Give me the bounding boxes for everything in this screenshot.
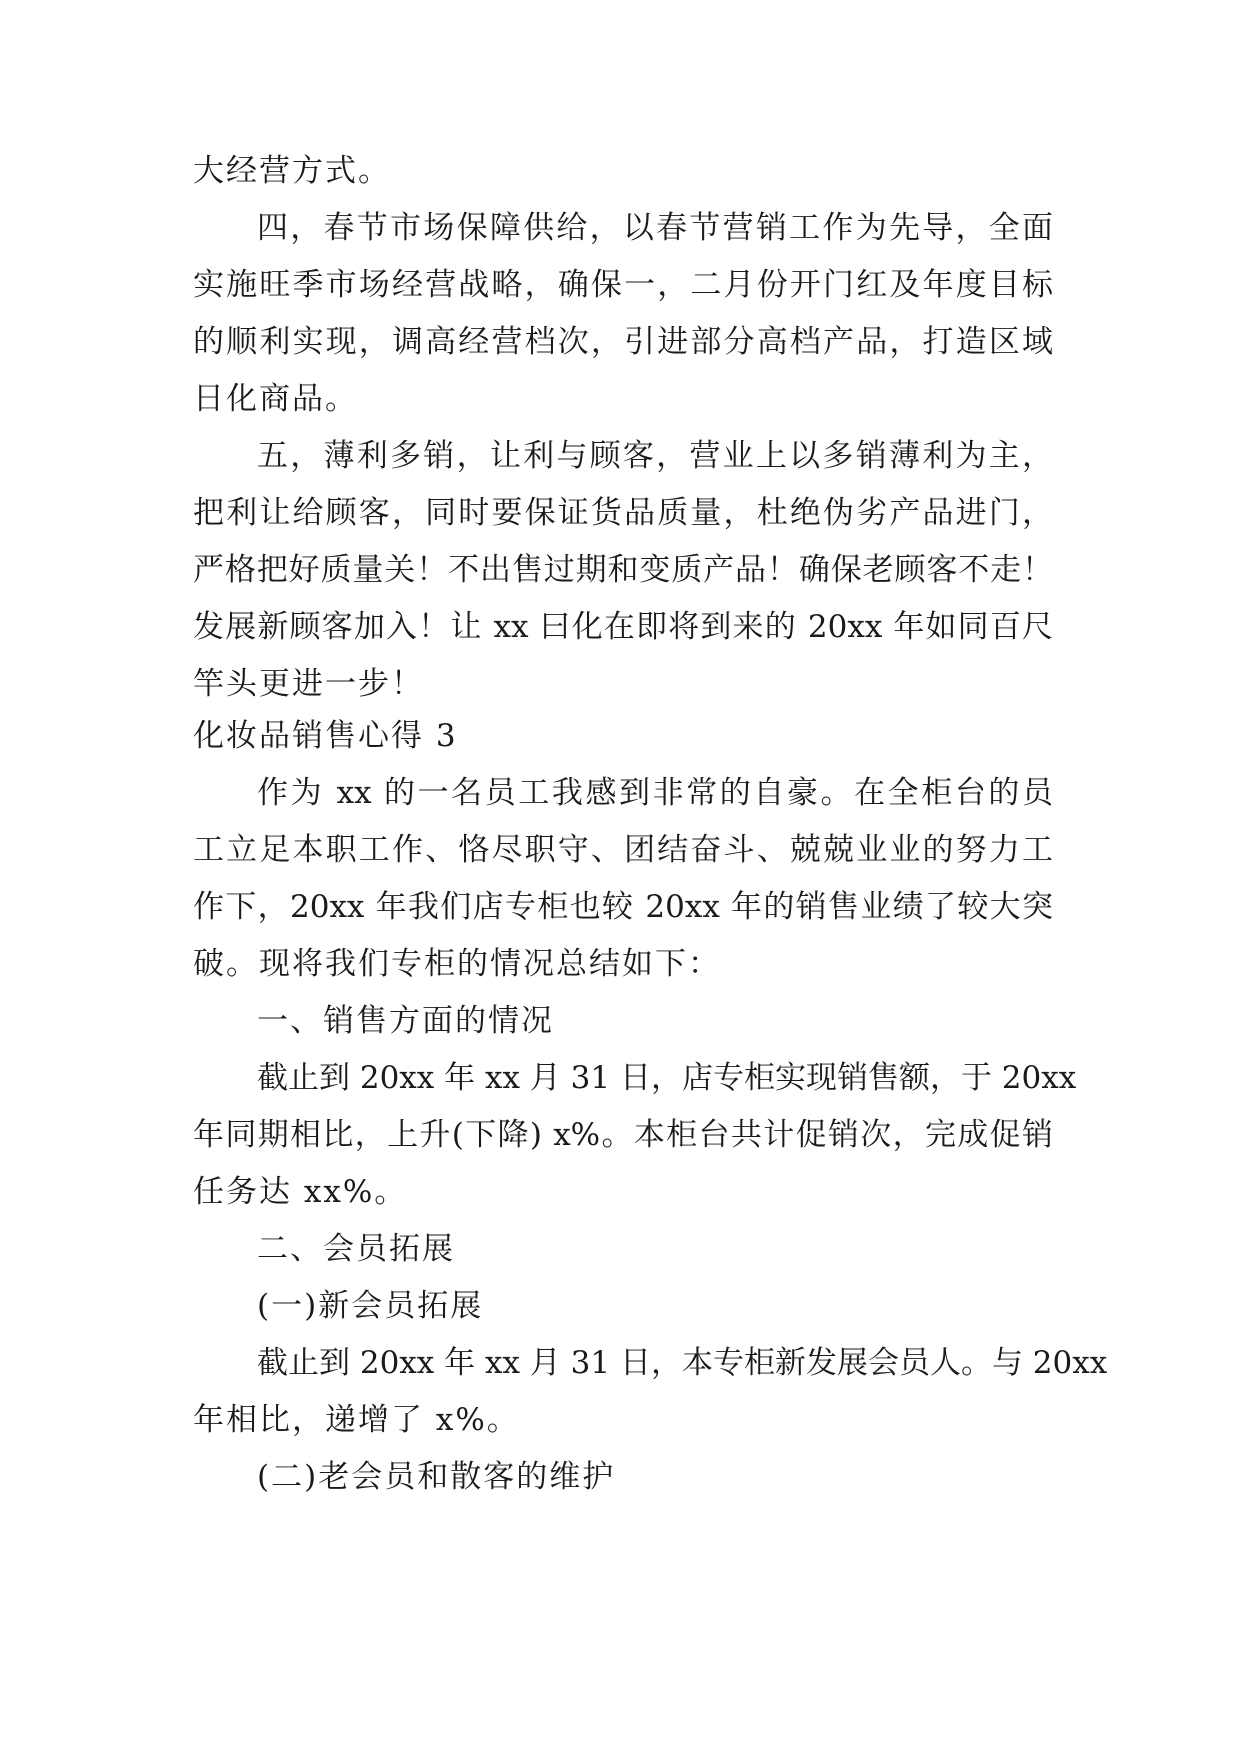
paragraph-members-start: 截止到 20xx 年 xx 月 31 日，本专柜新发展会员人。与 20xx	[257, 1345, 1108, 1381]
text-line-14: 作下，20xx 年我们店专柜也较 20xx 年的销售业绩了较大突	[193, 889, 1053, 925]
text-line-3: 实施旺季市场经营战略，确保一，二月份开门红及年度目标	[193, 267, 1053, 303]
text-line-7: 把利让给顾客，同时要保证货品质量，杜绝伪劣产品进门，	[193, 495, 1053, 531]
text-line-4: 的顺利实现，调高经营档次，引进部分高档产品，打造区域	[193, 324, 1053, 360]
section-title: 化妆品销售心得 3	[193, 718, 458, 754]
paragraph-four-start: 四，春节市场保障供给，以春节营销工作为先导，全面	[257, 210, 1053, 246]
text-line-5: 日化商品。	[193, 381, 358, 417]
paragraph-intro-start: 作为 xx 的一名员工我感到非常的自豪。在全柜台的员	[257, 775, 1053, 811]
text-line-18: 年同期相比，上升(下降) x%。本柜台共计促销次，完成促销	[193, 1117, 1053, 1153]
heading-sales: 一、销售方面的情况	[257, 1003, 554, 1039]
subheading-old-members: (二)老会员和散客的维护	[257, 1459, 616, 1495]
paragraph-five-start: 五，薄利多销，让利与顾客，营业上以多销薄利为主，	[257, 438, 1053, 474]
text-line-19: 任务达 xx%。	[193, 1174, 408, 1210]
text-line-15: 破。现将我们专柜的情况总结如下：	[193, 946, 721, 982]
heading-members: 二、会员拓展	[257, 1231, 455, 1267]
text-line-8: 严格把好质量关！不出售过期和变质产品！确保老顾客不走！	[193, 552, 1053, 588]
text-line-13: 工立足本职工作、恪尽职守、团结奋斗、兢兢业业的努力工	[193, 832, 1053, 868]
text-line-10: 竿头更进一步！	[193, 666, 424, 702]
text-line-9: 发展新顾客加入！让 xx 曰化在即将到来的 20xx 年如同百尺	[193, 609, 1053, 645]
paragraph-sales-start: 截止到 20xx 年 xx 月 31 日，店专柜实现销售额，于 20xx	[257, 1060, 1077, 1096]
subheading-new-members: (一)新会员拓展	[257, 1288, 484, 1324]
text-line-23: 年相比，递增了 x%。	[193, 1402, 520, 1438]
text-line-1: 大经营方式。	[193, 153, 391, 189]
